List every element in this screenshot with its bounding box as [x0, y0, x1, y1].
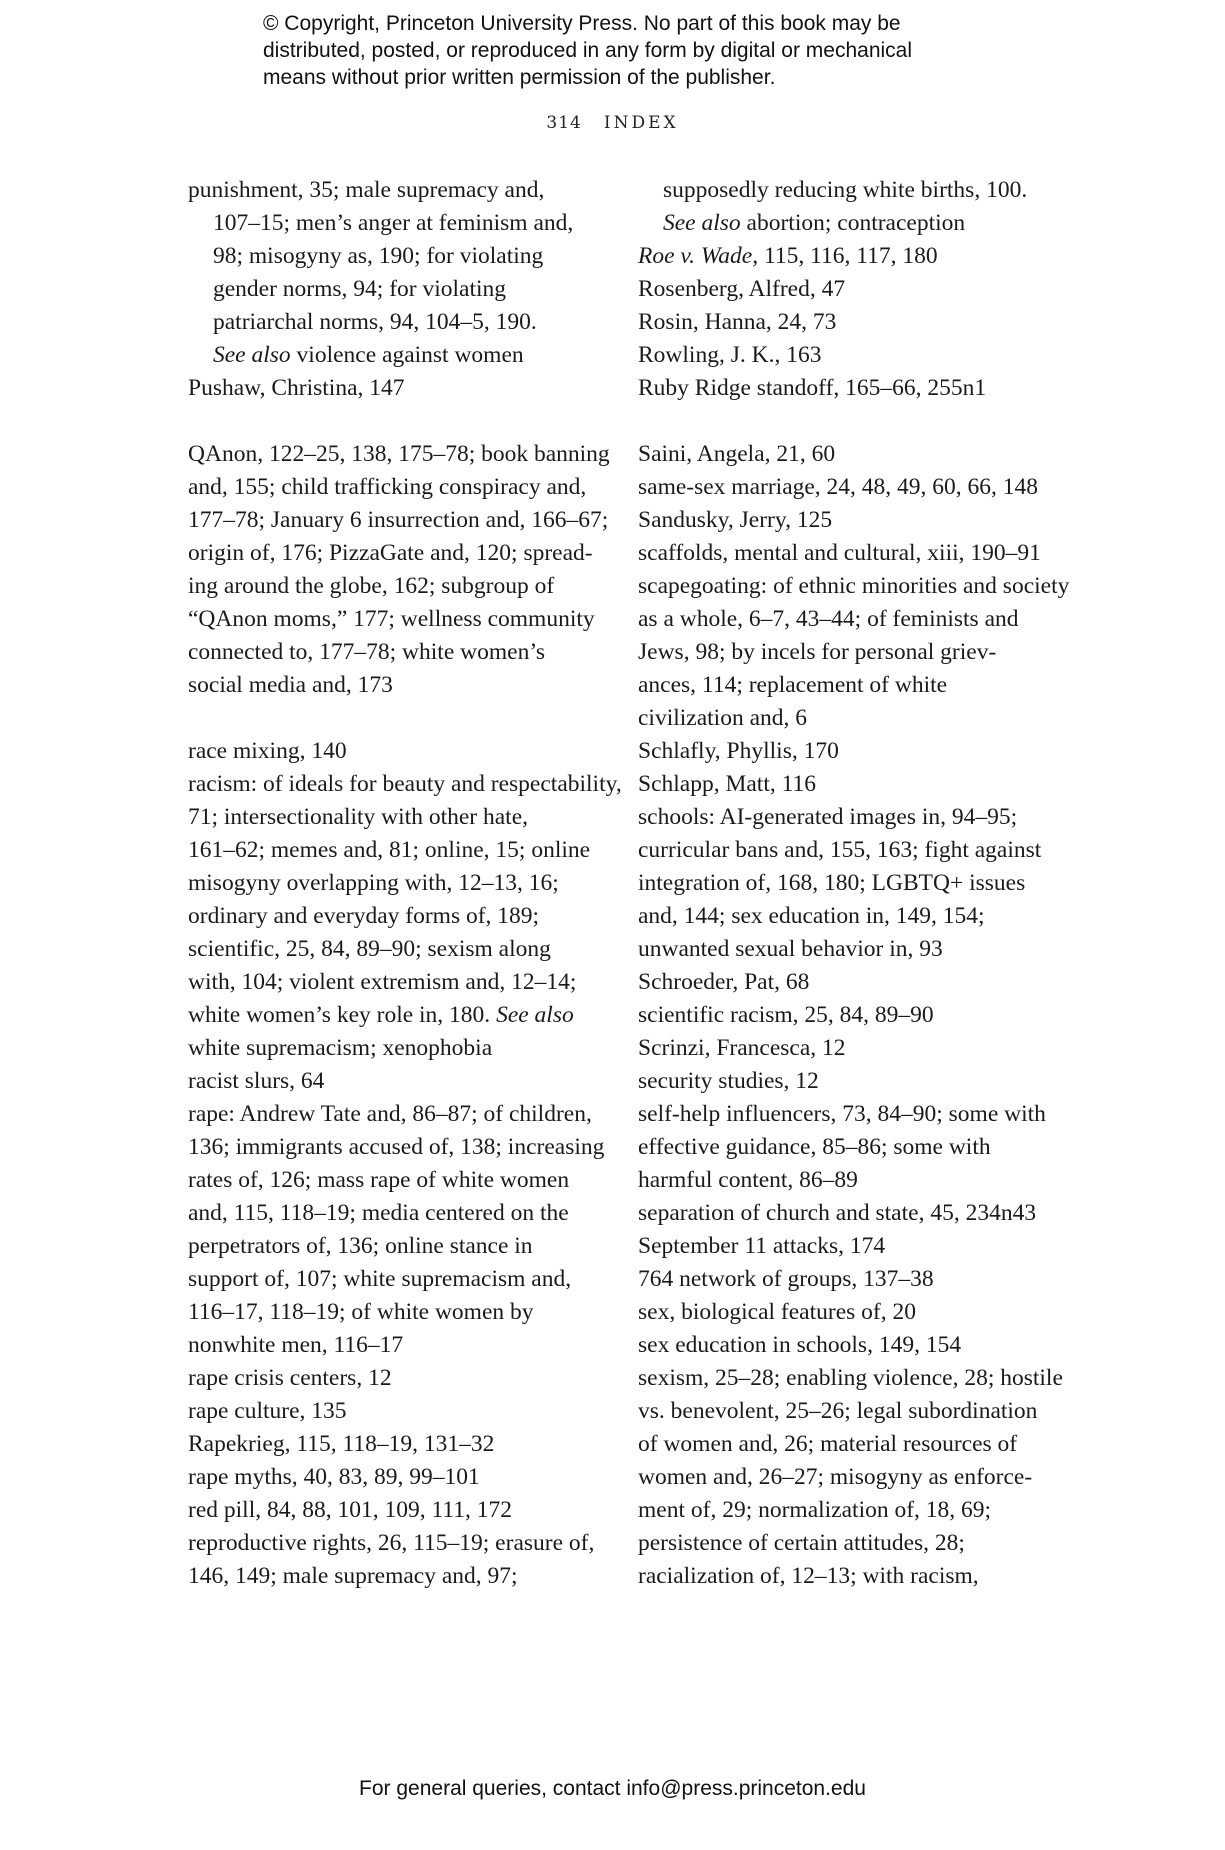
entry-line: curricular bans and, 155, 163; fight against — [638, 837, 1042, 863]
entry-line: supposedly reducing white births, 100. — [663, 177, 1028, 203]
entry-line: nonwhite men, 116–17 — [188, 1332, 404, 1358]
footer-contact: For general queries, contact info@press.princeton.edu — [359, 1777, 866, 1800]
entry-line: gender norms, 94; for violating — [213, 276, 507, 302]
see-also-label: See also — [213, 342, 291, 368]
entry-line: 107–15; men’s anger at feminism and, — [213, 210, 574, 236]
entry-line: ment of, 29; normalization of, 18, 69; — [638, 1497, 992, 1523]
entry-line: of women and, 26; material resources of — [638, 1431, 1018, 1457]
index-entry: Schroeder, Pat, 68 — [638, 969, 810, 995]
entry-line: vs. benevolent, 25–26; legal subordination — [638, 1398, 1038, 1424]
entry-line — [663, 207, 1058, 240]
entry-line: self-help influencers, 73, 84–90; some with — [638, 1101, 1046, 1127]
index-entry-sexism — [638, 1362, 1063, 1593]
entry-line: punishment, 35; male supremacy and, — [188, 177, 545, 203]
entry-line: and, 144; sex education in, 149, 154; — [638, 903, 985, 929]
entry-line: 116–17, 118–19; of white women by — [188, 1299, 534, 1325]
entry-line: origin of, 176; PizzaGate and, 120; spread- — [188, 540, 593, 566]
entry-line: “QAnon moms,” 177; wellness community — [188, 606, 595, 632]
entry-line: racism: of ideals for beauty and respectability, — [188, 771, 622, 797]
index-entry: 764 network of groups, 137–38 — [638, 1266, 934, 1292]
entry-line: unwanted sexual behavior in, 93 — [638, 936, 943, 962]
index-entry: scaffolds, mental and cultural, xiii, 190–91 — [638, 540, 1041, 566]
index-entry: rape culture, 135 — [188, 1398, 347, 1424]
entry-line: rape: Andrew Tate and, 86–87; of children, — [188, 1101, 592, 1127]
entry-line: patriarchal norms, 94, 104–5, 190. — [213, 309, 537, 335]
index-entry: scientific racism, 25, 84, 89–90 — [638, 1002, 934, 1028]
index-entry-schools — [638, 801, 1058, 966]
entry-line: as a whole, 6–7, 43–44; of feminists and — [638, 606, 1019, 632]
entry-line: effective guidance, 85–86; some with — [638, 1134, 991, 1160]
index-entry: Saini, Angela, 21, 60 — [638, 441, 836, 467]
entry-line: connected to, 177–78; white women’s — [188, 639, 545, 665]
index-entry: Rowling, J. K., 163 — [638, 342, 822, 368]
entry-line: women and, 26–27; misogyny as enforce- — [638, 1464, 1033, 1490]
entry-line: persistence of certain attitudes, 28; — [638, 1530, 965, 1556]
entry-line: 98; misogyny as, 190; for violating — [213, 243, 544, 269]
copyright-line: © Copyright, Princeton University Press. No part of this book may be — [263, 12, 901, 35]
entry-line: schools: AI-generated images in, 94–95; — [638, 804, 1018, 830]
index-entry: Pushaw, Christina, 147 — [188, 375, 405, 401]
entry-line — [188, 999, 613, 1032]
entry-line: scientific, 25, 84, 89–90; sexism along — [188, 936, 551, 962]
see-also-label: See also — [663, 210, 741, 236]
entry-pages: , 115, 116, 117, 180 — [752, 243, 938, 269]
index-column-left — [188, 174, 622, 1593]
see-also-label: See also — [496, 1002, 574, 1028]
index-entry: race mixing, 140 — [188, 738, 347, 764]
entry-line: integration of, 168, 180; LGBTQ+ issues — [638, 870, 1026, 896]
index-entry: security studies, 12 — [638, 1068, 819, 1094]
page-number: 314 — [546, 113, 582, 133]
entry-line: ances, 114; replacement of white — [638, 672, 948, 698]
see-also-text: abortion; contraception — [740, 210, 966, 236]
index-entry: Scrinzi, Francesca, 12 — [638, 1035, 846, 1061]
index-entry-punishment — [188, 174, 613, 372]
case-title: Roe v. Wade — [638, 243, 753, 269]
entry-line: ordinary and everyday forms of, 189; — [188, 903, 540, 929]
running-head — [0, 113, 1225, 133]
index-entry-qanon — [188, 438, 613, 702]
index-entry-racism — [188, 768, 622, 1065]
entry-line: 146, 149; male supremacy and, 97; — [188, 1563, 518, 1589]
index-entry-continuation — [638, 174, 1058, 240]
index-entry: red pill, 84, 88, 101, 109, 111, 172 — [188, 1497, 512, 1523]
index-entry: sex education in schools, 149, 154 — [638, 1332, 962, 1358]
entry-line: 136; immigrants accused of, 138; increasing — [188, 1134, 605, 1160]
copyright-notice — [263, 10, 1023, 91]
entry-line: white supremacism; xenophobia — [188, 1035, 493, 1061]
entry-line: social media and, 173 — [188, 672, 393, 698]
entry-line: reproductive rights, 26, 115–19; erasure of, — [188, 1530, 595, 1556]
entry-line: perpetrators of, 136; online stance in — [188, 1233, 533, 1259]
entry-line: scapegoating: of ethnic minorities and society — [638, 573, 1070, 599]
entry-line: civilization and, 6 — [638, 705, 808, 731]
index-entry: Sandusky, Jerry, 125 — [638, 507, 833, 533]
index-entry: racist slurs, 64 — [188, 1068, 325, 1094]
index-entry: same-sex marriage, 24, 48, 49, 60, 66, 148 — [638, 474, 1039, 500]
index-entry: sex, biological features of, 20 — [638, 1299, 916, 1325]
entry-line — [188, 339, 613, 372]
see-also-text: violence against women — [290, 342, 524, 368]
entry-line: misogyny overlapping with, 12–13, 16; — [188, 870, 559, 896]
entry-line: and, 115, 118–19; media centered on the — [188, 1200, 569, 1226]
index-entry: September 11 attacks, 174 — [638, 1233, 886, 1259]
section-title: INDEX — [603, 113, 679, 133]
index-column-right — [638, 174, 1070, 1593]
index-entry: Schlafly, Phyllis, 170 — [638, 738, 839, 764]
entry-line: ing around the globe, 162; subgroup of — [188, 573, 555, 599]
index-entry: rape crisis centers, 12 — [188, 1365, 392, 1391]
index-entry: Rosin, Hanna, 24, 73 — [638, 309, 837, 335]
entry-text: white women’s key role in, 180. — [188, 1002, 497, 1028]
entry-line: rates of, 126; mass rape of white women — [188, 1167, 570, 1193]
entry-line: 161–62; memes and, 81; online, 15; online — [188, 837, 591, 863]
entry-line: support of, 107; white supremacism and, — [188, 1266, 572, 1292]
copyright-line: means without prior written permission of the publisher. — [263, 66, 776, 89]
index-entry: Schlapp, Matt, 116 — [638, 771, 816, 797]
entry-line: Jews, 98; by incels for personal griev- — [638, 639, 997, 665]
index-entry: separation of church and state, 45, 234n43 — [638, 1200, 1037, 1226]
index-entry: Rapekrieg, 115, 118–19, 131–32 — [188, 1431, 495, 1457]
index-entry-rape — [188, 1098, 613, 1362]
entry-line: harmful content, 86–89 — [638, 1167, 858, 1193]
entry-line: QAnon, 122–25, 138, 175–78; book banning — [188, 441, 610, 467]
entry-line: and, 155; child trafficking conspiracy and, — [188, 474, 587, 500]
copyright-line: distributed, posted, or reproduced in any form by digital or mechanical — [263, 39, 913, 62]
entry-line: 177–78; January 6 insurrection and, 166–67; — [188, 507, 609, 533]
entry-line: sexism, 25–28; enabling violence, 28; hostile — [638, 1365, 1063, 1391]
index-entry: Rosenberg, Alfred, 47 — [638, 276, 846, 302]
index-entry-self-help — [638, 1098, 1058, 1197]
index-entry-reproductive-rights — [188, 1527, 613, 1593]
index-entry-roe-v-wade — [638, 240, 1058, 273]
entry-line: racialization of, 12–13; with racism, — [638, 1563, 979, 1589]
index-entry: Ruby Ridge standoff, 165–66, 255n1 — [638, 375, 987, 401]
index-entry: rape myths, 40, 83, 89, 99–101 — [188, 1464, 480, 1490]
index-entry-scapegoating — [638, 570, 1070, 735]
entry-line: with, 104; violent extremism and, 12–14; — [188, 969, 577, 995]
entry-line: 71; intersectionality with other hate, — [188, 804, 529, 830]
